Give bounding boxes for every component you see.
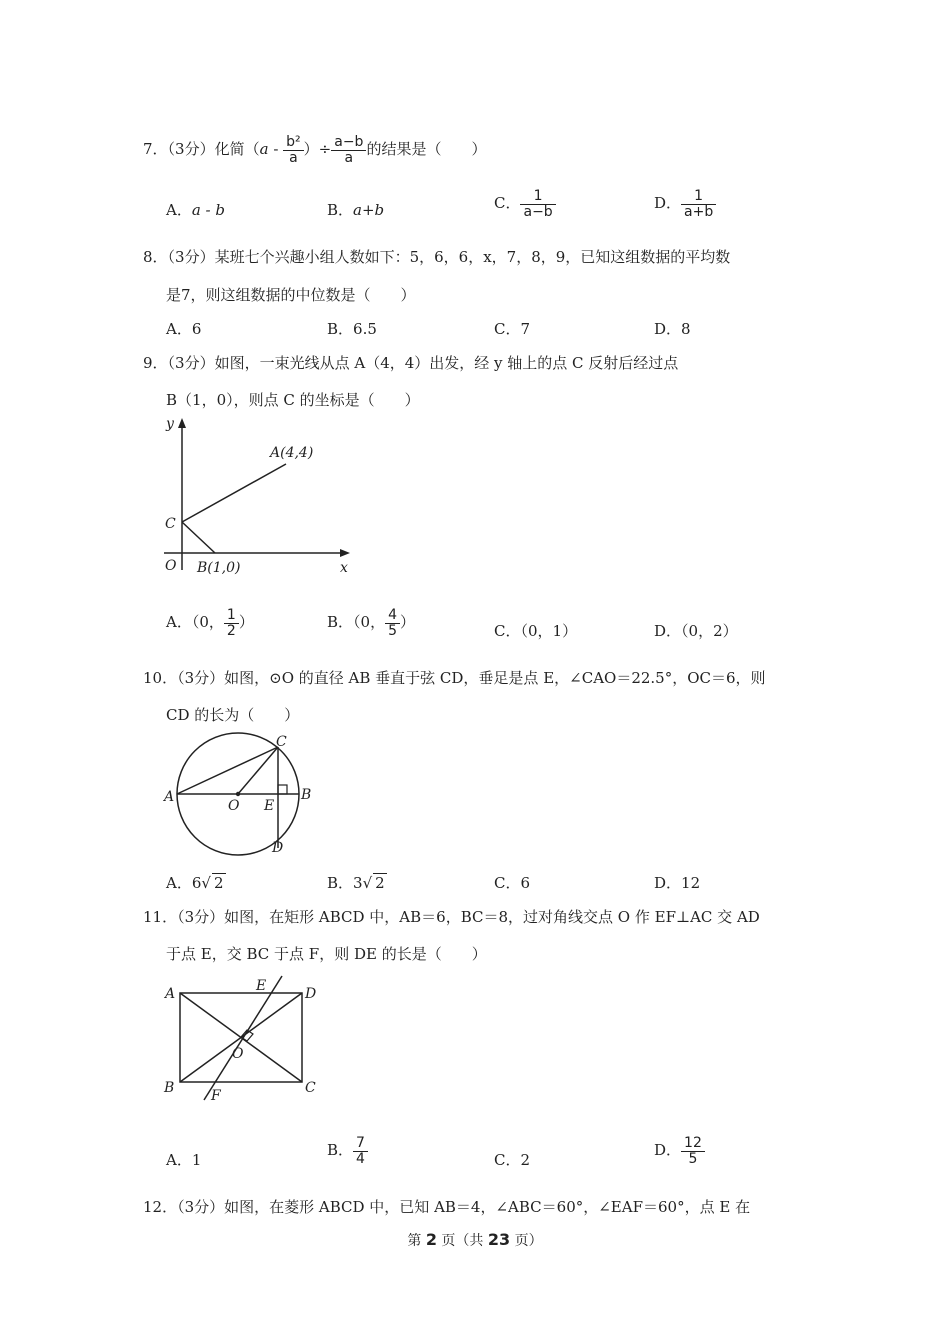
q9-label-y: y — [166, 416, 174, 432]
q11-label-c: C — [305, 1080, 316, 1096]
q7-post: 的结果是（ ） — [366, 140, 487, 158]
q11-label-o: O — [232, 1046, 244, 1062]
q9-label-x: x — [340, 560, 348, 576]
q7-option-a: A．a - b — [166, 201, 225, 219]
q7-option-c: C． $\frac{1}{a-b}$ — [494, 189, 556, 219]
q11-figure — [160, 972, 330, 1111]
q11-label-f: F — [211, 1088, 221, 1104]
q8-option-a: A．6 — [166, 320, 202, 338]
footer-total-pages: 23 — [487, 1230, 511, 1249]
q7-option-d: D． $\frac{1}{a+b}$ — [654, 189, 716, 219]
q10-center-dot — [236, 792, 240, 796]
q9-y-arrow — [178, 418, 186, 428]
q10-right-angle-mark — [278, 785, 287, 794]
q8-line1: 8．（3分）某班七个兴趣小组人数如下：5，6，6，x，7，8，9，已知这组数据的平均数 — [143, 248, 731, 266]
q10-figure — [160, 728, 330, 867]
q7-close: ）÷ — [303, 140, 332, 158]
q8-option-d: D．8 — [654, 320, 691, 338]
q10-option-a: A．6√ 2 — [166, 874, 224, 892]
q9-ray-cb — [182, 522, 215, 553]
page-footer: 第 2 页（共 23 页） — [407, 1230, 543, 1249]
q7-a: a — [259, 140, 269, 158]
q9-line1: 9．（3分）如图，一束光线从点 A（4，4）出发，经 y 轴上的点 C 反射后经过点 — [143, 354, 679, 372]
q9-option-c: C．（0，1） — [494, 622, 578, 640]
q9-label-a: A(4,4) — [270, 445, 314, 461]
q10-option-c: C．6 — [494, 874, 531, 892]
q7-score: （3分） — [167, 140, 215, 158]
q7-frac-b2-over-a: $\frac{\text{b²}}{a}$ — [283, 135, 304, 165]
q11-line2: 于点 E，交 BC 于点 F，则 DE 的长是（ ） — [166, 945, 487, 963]
q9-label-o: O — [165, 558, 177, 574]
q12-line1: 12．（3分）如图，在菱形 ABCD 中，已知 AB＝4，∠ABC＝60°，∠EAF＝60°，点 E 在 — [143, 1198, 751, 1216]
footer-page-number: 2 — [425, 1230, 437, 1249]
q11-option-b: B． $\frac{7}{4}$ — [327, 1136, 368, 1166]
q9-ray-ca — [182, 464, 286, 522]
q7-number: 7． — [143, 140, 168, 158]
q9-line2: B（1，0），则点 C 的坐标是（ ） — [166, 391, 420, 409]
q10-label-d: D — [272, 840, 284, 856]
q9-option-a: A．（0， $\frac{1}{2}$ ） — [166, 607, 254, 639]
q10-segment-oc — [238, 747, 278, 794]
q8-option-b: B．6.5 — [327, 320, 377, 338]
q11-option-d: D． $\frac{12}{5}$ — [654, 1136, 705, 1166]
q9-label-b: B(1,0) — [197, 560, 241, 576]
q7-minus: - — [268, 140, 284, 158]
q7-pre: 化简（ — [214, 140, 260, 158]
q9-label-c: C — [165, 516, 176, 532]
q9-x-arrow — [340, 549, 350, 557]
q10-line1: 10．（3分）如图，⊙O 的直径 AB 垂直于弦 CD，垂足是点 E，∠CAO＝22.5°，OC＝6，则 — [143, 669, 766, 687]
q10-label-o: O — [228, 798, 240, 814]
q11-label-b: B — [164, 1080, 175, 1096]
q11-line1: 11．（3分）如图，在矩形 ABCD 中，AB＝6，BC＝8，过对角线交点 O 作 EF⊥AC 交 AD — [143, 908, 760, 926]
q11-label-d: D — [305, 986, 317, 1002]
q9-option-b: B．（0， $\frac{4}{5}$ ） — [327, 607, 416, 639]
q10-label-e: E — [264, 798, 275, 814]
q10-label-b: B — [301, 787, 312, 803]
q10-option-d: D．12 — [654, 874, 701, 892]
q11-option-a: A．1 — [166, 1151, 202, 1169]
q9-figure — [160, 412, 360, 586]
q8-line2: 是7，则这组数据的中位数是（ ） — [166, 286, 416, 304]
q7-option-b: B．a+b — [327, 201, 385, 219]
q9-option-d: D．（0，2） — [654, 622, 738, 640]
q11-option-c: C．2 — [494, 1151, 531, 1169]
q10-line2: CD 的长为（ ） — [166, 706, 300, 724]
q10-option-b: B．3√ 2 — [327, 874, 385, 892]
q11-label-a: A — [165, 986, 176, 1002]
q11-label-e: E — [256, 978, 267, 994]
q10-label-c: C — [276, 734, 287, 750]
q10-label-a: A — [164, 789, 175, 805]
q7-frac-amb-over-a: $\frac{a-b}{a}$ — [331, 135, 366, 165]
q8-option-c: C．7 — [494, 320, 531, 338]
question-7 — [143, 134, 486, 165]
